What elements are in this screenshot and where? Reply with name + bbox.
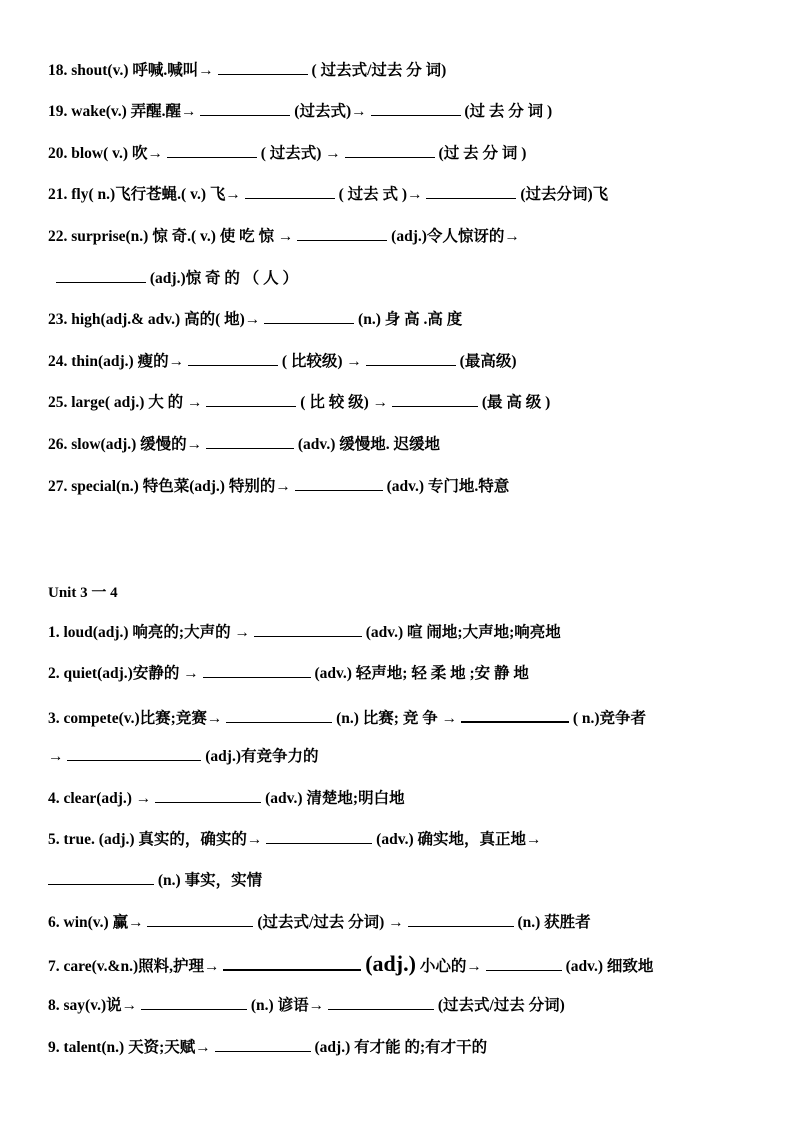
vocab-item-3: [48, 707, 646, 729]
item-text: high(adj.& adv.) 高的( 地)→: [71, 311, 265, 328]
item-text: fly( n.)飞行苍蝇.( v.) 飞→: [71, 186, 245, 203]
item-number: 21.: [48, 186, 68, 203]
answer-blank[interactable]: [56, 268, 146, 283]
item-text: shout(v.) 呼喊.喊叫→: [71, 62, 218, 79]
answer-blank[interactable]: [155, 788, 261, 803]
item-number: 19.: [48, 103, 68, 120]
answer-blank[interactable]: [206, 392, 296, 407]
item-text: loud(adj.) 响亮的;大声的 →: [63, 624, 254, 641]
item-text: (最 高 级 ): [481, 394, 551, 411]
vocab-item-8: [48, 995, 565, 1016]
item-number: 6.: [48, 914, 60, 931]
answer-blank[interactable]: [188, 351, 278, 366]
item-text: (adj.)令人惊讶的→: [391, 228, 520, 245]
answer-blank[interactable]: [461, 707, 569, 723]
item-text: blow( v.) 吹→: [71, 145, 167, 162]
item-text: (n.) 事实，实情: [157, 872, 263, 889]
item-number: 4.: [48, 790, 60, 807]
vocab-item-23: [48, 309, 462, 330]
item-number: 23.: [48, 311, 68, 328]
item-text: (adv.) 缓慢地. 迟缓地: [297, 436, 440, 453]
answer-blank[interactable]: [426, 184, 516, 199]
item-number: 27.: [48, 478, 68, 495]
item-text: win(v.) 赢→: [63, 914, 148, 931]
item-text: (adv.) 专门地.特意: [386, 478, 510, 495]
vocab-item-5-cont: [48, 870, 262, 891]
answer-blank[interactable]: [215, 1037, 311, 1052]
item-number: 7.: [48, 958, 60, 975]
vocab-item-26: [48, 434, 440, 455]
item-text: (过去式/过去 分词) →: [257, 914, 408, 931]
vocab-item-25: [48, 392, 550, 413]
item-text: (n.) 获胜者: [517, 914, 591, 931]
item-number: 3.: [48, 710, 60, 727]
answer-blank[interactable]: [266, 829, 372, 844]
answer-blank[interactable]: [200, 101, 290, 116]
item-text: quiet(adj.)安静的 →: [63, 665, 203, 682]
answer-blank[interactable]: [345, 143, 435, 158]
vocab-item-5: [48, 829, 542, 850]
item-text: (adj.)惊 奇 的 （ 人 ）: [149, 270, 298, 287]
answer-blank[interactable]: [48, 870, 154, 885]
item-text: (adj.) 有才能 的;有才干的: [314, 1039, 488, 1056]
item-number: 1.: [48, 624, 60, 641]
answer-blank[interactable]: [226, 708, 332, 723]
item-text: ( 比 较 级) →: [300, 394, 392, 411]
answer-blank[interactable]: [392, 392, 478, 407]
item-text: ( n.)竞争者: [572, 710, 647, 727]
vocab-item-2: [48, 663, 529, 684]
item-text: (过去式)→: [294, 103, 371, 120]
answer-blank[interactable]: [486, 956, 562, 971]
answer-blank[interactable]: [371, 101, 461, 116]
answer-blank[interactable]: [218, 60, 308, 75]
adj-label-large: (adj.): [365, 951, 416, 976]
item-number: 5.: [48, 831, 60, 848]
vocab-item-6: [48, 912, 591, 933]
item-number: 2.: [48, 665, 60, 682]
answer-blank[interactable]: [141, 995, 247, 1010]
answer-blank[interactable]: [167, 143, 257, 158]
item-text: (adj.)有竞争力的: [205, 748, 319, 765]
item-number: 22.: [48, 228, 68, 245]
vocab-item-21: [48, 184, 608, 205]
item-text: say(v.)说→: [63, 997, 142, 1014]
vocab-item-22-cont: [56, 268, 298, 289]
answer-blank[interactable]: [297, 226, 387, 241]
vocab-item-7: [48, 951, 654, 977]
vocab-item-4: [48, 788, 405, 809]
item-text: slow(adj.) 缓慢的→: [71, 436, 207, 453]
vocab-item-20: [48, 143, 526, 164]
unit-heading: Unit 3 一 4: [48, 585, 118, 601]
item-text: (过去分词)飞: [520, 186, 609, 203]
item-number: 20.: [48, 145, 68, 162]
item-text: ( 过去式/过去 分 词): [311, 62, 447, 79]
item-text: thin(adj.) 瘦的→: [71, 353, 188, 370]
item-text: (过 去 分 词 ): [464, 103, 553, 120]
vocab-item-1: [48, 622, 561, 643]
item-text: 小心的→: [419, 958, 486, 975]
answer-blank[interactable]: [366, 351, 456, 366]
vocab-item-22: [48, 226, 520, 247]
item-text: (n.) 谚语→: [250, 997, 328, 1014]
item-text: (adv.) 细致地: [565, 958, 654, 975]
vocab-item-3-cont: [48, 746, 318, 767]
answer-blank[interactable]: [264, 309, 354, 324]
item-text: (过去式/过去 分词): [437, 997, 565, 1014]
item-number: 26.: [48, 436, 68, 453]
item-text: (adv.) 轻声地; 轻 柔 地 ;安 静 地: [314, 665, 529, 682]
item-text: (最高级): [459, 353, 517, 370]
item-text: talent(n.) 天资;天赋→: [63, 1039, 215, 1056]
item-text: large( adj.) 大 的 →: [71, 394, 207, 411]
vocab-item-9: [48, 1037, 487, 1058]
item-text: care(v.&n.)照料,护理→: [63, 958, 220, 975]
item-text: ( 过去式) →: [260, 145, 345, 162]
answer-blank[interactable]: [206, 434, 294, 449]
item-number: 25.: [48, 394, 68, 411]
item-number: 24.: [48, 353, 68, 370]
answer-blank[interactable]: [328, 995, 434, 1010]
item-number: 8.: [48, 997, 60, 1014]
item-text: special(n.) 特色菜(adj.) 特别的→: [71, 478, 295, 495]
item-text: (n.) 比赛; 竞 争 →: [336, 710, 458, 727]
item-text: (adv.) 清楚地;明白地: [265, 790, 405, 807]
item-text: ( 过去 式 )→: [338, 186, 427, 203]
item-number: 9.: [48, 1039, 60, 1056]
item-text: (adv.) 确实地，真正地→: [376, 831, 542, 848]
item-text: (n.) 身 高 .高 度: [358, 311, 463, 328]
item-text: (adv.) 喧 闹地;大声地;响亮地: [365, 624, 561, 641]
item-text: surprise(n.) 惊 奇.( v.) 使 吃 惊 →: [71, 228, 298, 245]
item-number: 18.: [48, 62, 68, 79]
answer-blank[interactable]: [67, 746, 201, 761]
vocab-item-27: [48, 476, 509, 497]
item-text: ( 比较级) →: [281, 353, 366, 370]
item-text: true. (adj.) 真实的，确实的→: [63, 831, 263, 848]
answer-blank[interactable]: [245, 184, 335, 199]
vocab-item-24: [48, 351, 516, 372]
item-text: (过 去 分 词 ): [438, 145, 527, 162]
answer-blank[interactable]: [295, 476, 383, 491]
answer-blank[interactable]: [203, 663, 311, 678]
answer-blank[interactable]: [408, 912, 514, 927]
answer-blank[interactable]: [223, 955, 361, 971]
vocab-item-19: [48, 101, 552, 122]
item-text: →: [48, 748, 64, 765]
item-text: clear(adj.) →: [63, 790, 156, 807]
item-text: compete(v.)比赛;竞赛→: [63, 710, 227, 727]
answer-blank[interactable]: [254, 622, 362, 637]
vocab-item-18: [48, 60, 446, 81]
answer-blank[interactable]: [147, 912, 253, 927]
item-text: wake(v.) 弄醒.醒→: [71, 103, 201, 120]
